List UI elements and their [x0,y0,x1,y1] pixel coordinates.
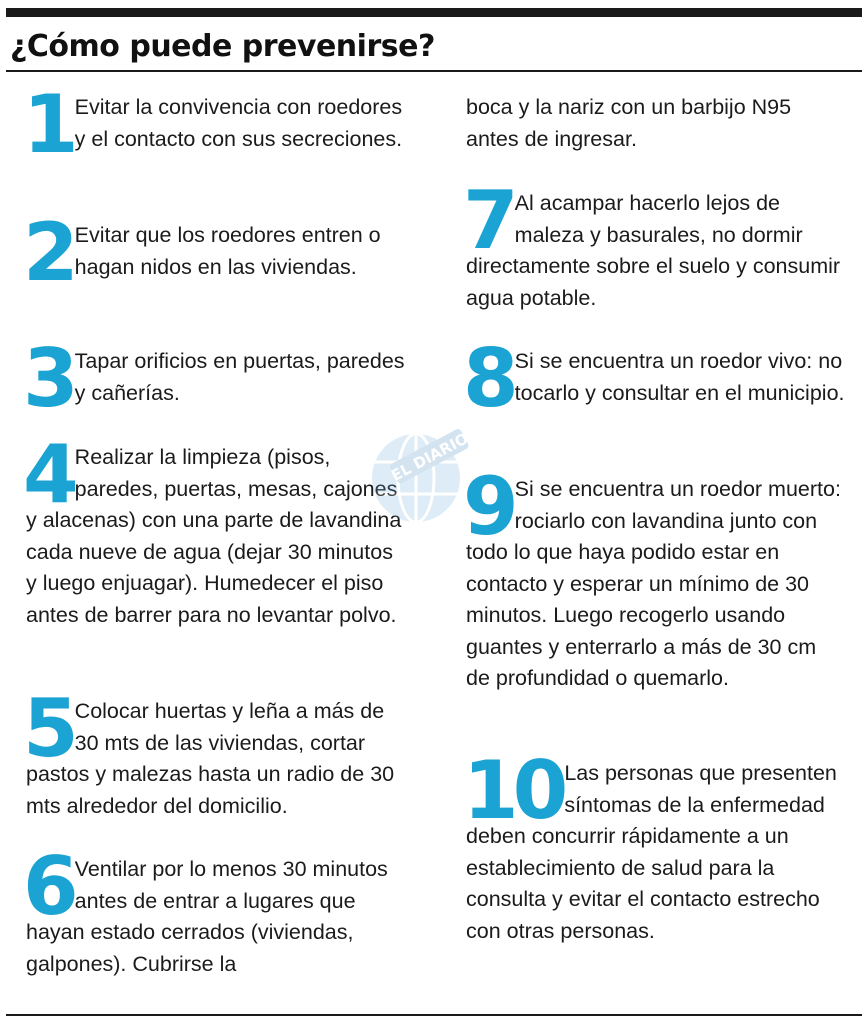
el-diario-watermark-logo [366,420,476,530]
tip-text-5: Colocar huertas y leña a más de 30 mts de las viviendas, cortar pastos y malezas hasta un radio de 30 mts alrededor del domicilio. [26,699,395,818]
tip-text-6: Ventilar por lo menos 30 minutos antes de entrar a lugares que hayan estado cerrados (viviendas, galpones). Cubrirse la [26,857,388,976]
tip-item-1 [23,78,406,171]
top-rule [6,8,862,17]
tip-text-4: Realizar la limpieza (pisos, paredes, puertas, mesas, cajones y alacenas) con una parte de lavandina cada nueve de agua (dejar 30 minutos y luego enjuagar). Humedecer el piso antes de barrer para no levantar polvo. [26,445,402,627]
tip-item-4 [23,428,406,631]
tip-item-2 [23,206,406,299]
tip-text-10: Las personas que presenten síntomas de la enfermedad deben concurrir rápidamente a un establecimiento de salud para la consulta y evitar el contacto estrecho con otras personas. [466,761,837,943]
watermark-text: EL DIARIO [388,429,472,485]
tip-item-5 [23,682,406,822]
title-rule [6,70,862,72]
tip-text-7: Al acampar hacerlo lejos de maleza y basurales, no dormir directamente sobre el suelo y consumir agua potable. [466,191,841,310]
tip-number-4: 4 [23,428,73,521]
tip-6-continuation [466,92,846,155]
tip-number-8: 8 [463,332,513,425]
tip-number-3: 3 [23,332,73,425]
tip-text-6-cont: boca y la nariz con un barbijo N95 antes de ingresar. [466,95,792,151]
tip-item-8 [463,332,846,425]
tip-text-1: Evitar la convivencia con roedores y el contacto con sus secreciones. [74,95,403,151]
tip-item-3 [23,332,406,425]
tip-item-9 [463,460,846,695]
tip-number-1: 1 [23,78,73,171]
tip-number-2: 2 [23,206,73,299]
tip-text-9: Si se encuentra un roedor muerto: rociarlo con lavandina junto con todo lo que haya podido estar en contacto y esperar un mínimo de 30 minutos. Luego recogerlo usando guantes y enterrarlo a más de 30 cm de profundidad o quemarlo. [466,477,841,690]
tip-number-6: 6 [23,840,73,933]
tip-number-7: 7 [463,174,513,267]
tip-number-10: 10 [463,744,563,837]
page-title: ¿Cómo puede prevenirse? [10,29,435,64]
tip-number-9: 9 [463,460,513,553]
tip-number-5: 5 [23,682,73,775]
bottom-rule [6,1014,862,1016]
tip-item-6 [23,840,406,980]
tip-text-3: Tapar orificios en puertas, paredes y cañerías. [74,349,405,405]
tip-text-8: Si se encuentra un roedor vivo: no tocarlo y consultar en el municipio. [514,349,845,405]
tip-text-2: Evitar que los roedores entren o hagan nidos en las viviendas. [74,223,381,279]
tip-item-10 [463,744,846,947]
tip-item-7 [463,174,846,314]
